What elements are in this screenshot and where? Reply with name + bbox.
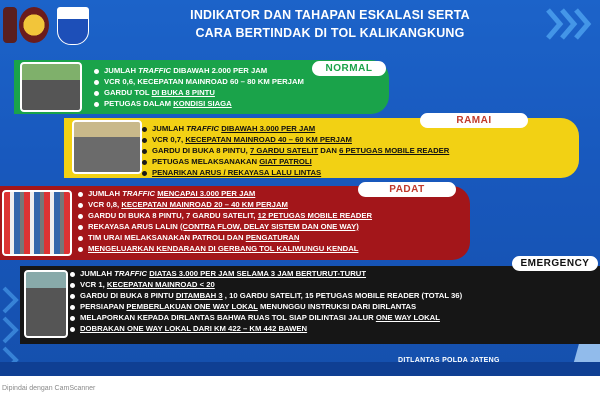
level-emergency-band xyxy=(20,266,600,344)
item-text: KONDISI SIAGA xyxy=(173,98,232,108)
level-normal-list xyxy=(92,66,304,110)
item-text: VCR 0,6, KECEPATAN MAINROAD 60 – 80 KM PERJAM xyxy=(104,76,304,86)
item-text: DITAMBAH 3 xyxy=(175,290,223,300)
item-text: VCR 0,7, xyxy=(152,134,186,144)
polda-emblem-icon xyxy=(19,7,49,43)
item-text: 6 PETUGAS MOBILE READER xyxy=(339,145,450,155)
level-item xyxy=(140,135,449,146)
level-item xyxy=(68,302,462,313)
item-text: ONE WAY LOKAL xyxy=(375,312,440,322)
item-text: (CONTRA FLOW, DELAY SISTEM DAN ONE WAY) xyxy=(179,221,359,231)
item-text: PENARIKAN ARUS / REKAYASA LALU LINTAS xyxy=(152,167,322,177)
title-line-1: INDIKATOR DAN TAHAPAN ESKALASI SERTA xyxy=(190,7,470,22)
level-item xyxy=(76,200,372,211)
item-text: MENCAPAI 3.000 PER JAM xyxy=(157,189,256,198)
item-text: TRAFFIC xyxy=(186,124,220,133)
item-text: JUMLAH xyxy=(152,124,187,133)
padat-traffic-thumbnail xyxy=(2,190,72,256)
page-title xyxy=(157,6,503,42)
level-item xyxy=(140,124,449,135)
scan-watermark: Dipindai dengan CamScanner xyxy=(2,385,96,392)
level-item xyxy=(92,77,304,88)
item-text: GARDU DI BUKA 8 PINTU, xyxy=(152,145,250,155)
footer-credit: DITLANTAS POLDA JATENG xyxy=(398,357,500,364)
level-item xyxy=(76,233,372,244)
level-padat-list xyxy=(76,189,372,254)
level-item xyxy=(76,222,372,233)
level-item xyxy=(68,313,462,324)
item-text: MENUNGGU INSTRUKSI DARI DIRLANTAS xyxy=(257,301,417,311)
item-text: KECEPATAN MAINROAD 20 – 40 KM PERJAM xyxy=(121,199,288,209)
level-ramai-list xyxy=(140,124,449,179)
item-text: , 10 GARDU SATELIT, 15 PETUGAS MOBILE READER (TOTAL 36) xyxy=(222,290,463,300)
item-text: JUMLAH xyxy=(80,269,115,278)
level-item xyxy=(140,146,449,157)
level-label-normal: NORMAL xyxy=(312,61,386,76)
level-label-padat: PADAT xyxy=(358,182,456,197)
level-item xyxy=(92,88,304,99)
item-text: TRAFFIC xyxy=(138,66,172,75)
level-item xyxy=(68,280,462,291)
item-text: GARDU DI BUKA 8 PINTU, 7 GARDU SATELIT, xyxy=(88,210,258,220)
item-text: MENGELUARKAN KENDARAAN DI GERBANG TOL KALIWUNGU KENDAL xyxy=(88,243,359,253)
level-item xyxy=(140,157,449,168)
level-item xyxy=(68,269,462,280)
level-item xyxy=(140,168,449,179)
item-text: TIM URAI MELAKSANAKAN PATROLI DAN xyxy=(88,232,246,242)
item-text: DIBAWAH 2.000 PER JAM xyxy=(171,66,268,75)
item-text: VCR 0,8, xyxy=(88,199,122,209)
item-text: GARDU DI BUKA 8 PINTU xyxy=(80,290,176,300)
level-emergency-list xyxy=(68,269,462,334)
item-text: PERSIAPAN xyxy=(80,301,127,311)
item-text: JUMLAH xyxy=(88,189,123,198)
item-text: REKAYASA ARUS LALIN xyxy=(88,221,180,231)
level-item xyxy=(76,244,372,255)
item-text: MELAPORKAN KEPADA DIRLANTAS BAHWA RUAS TOL SIAP DILINTASI JALUR xyxy=(80,312,376,322)
item-text: 12 PETUGAS MOBILE READER xyxy=(257,210,373,220)
item-text: DAN xyxy=(318,145,340,155)
item-text: VCR 1, xyxy=(80,279,107,289)
level-label-emergency: EMERGENCY xyxy=(512,256,598,271)
title-line-2: CARA BERTINDAK DI TOL KALIKANGKUNG xyxy=(195,25,465,40)
ramai-traffic-thumbnail xyxy=(72,120,142,174)
ditlantas-shield-icon xyxy=(57,7,89,45)
item-text: PENGATURAN xyxy=(245,232,300,242)
level-label-ramai: RAMAI xyxy=(420,113,528,128)
level-item xyxy=(92,66,304,77)
item-text: KECEPATAN MAINROAD < 20 xyxy=(106,279,215,289)
item-text: PEMBERLAKUAN ONE WAY LOKAL xyxy=(126,301,258,311)
item-text: KECEPATAN MAINROAD 40 – 60 KM PERJAM xyxy=(185,134,352,144)
item-text: PETUGAS DALAM xyxy=(104,98,174,108)
item-text: TRAFFIC xyxy=(122,189,156,198)
item-text: GIAT PATROLI xyxy=(259,156,312,166)
item-text: GARDU TOL xyxy=(104,87,152,97)
item-text: DOBRAKAN ONE WAY LOKAL DARI KM 422 – KM 442 BAWEN xyxy=(80,323,308,333)
level-item xyxy=(68,291,462,302)
level-item xyxy=(68,324,462,335)
item-text: JUMLAH xyxy=(104,66,139,75)
emergency-traffic-thumbnail xyxy=(24,270,68,338)
item-text: DIBAWAH 3.000 PER JAM xyxy=(221,124,316,133)
level-item xyxy=(76,189,372,200)
item-text: PETUGAS MELAKSANAKAN xyxy=(152,156,260,166)
level-item xyxy=(76,211,372,222)
police-emblem-icon xyxy=(3,7,17,43)
item-text: DI BUKA 8 PINTU xyxy=(151,87,215,97)
level-item xyxy=(92,99,304,110)
item-text: 7 GARDU SATELIT xyxy=(249,145,319,155)
normal-traffic-thumbnail xyxy=(20,62,82,112)
item-text: DIATAS 3.000 PER JAM SELAMA 3 JAM BERTURUT-TURUT xyxy=(149,269,367,278)
item-text: TRAFFIC xyxy=(114,269,148,278)
